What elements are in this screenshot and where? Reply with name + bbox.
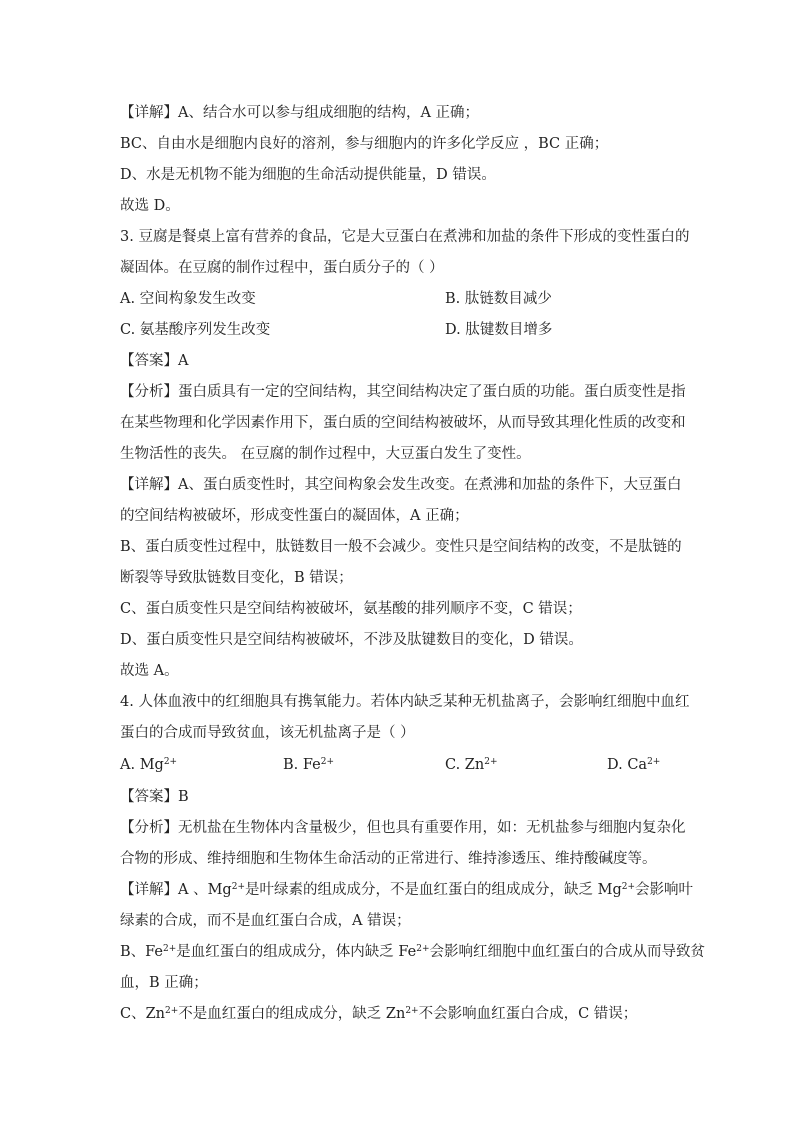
detail-line: B、$Fe^{2+}$是血红蛋白的组成成分，体内缺乏 $Fe^{2+}$会影响红细胞中血红蛋白的合成从而导致贫 — [120, 944, 706, 960]
q3-option-d: D. 肽键数目增多 — [445, 322, 553, 338]
text-line: 【详解】A、结合水可以参与组成细胞的结构，A 正确； — [120, 105, 480, 121]
detail-line: D、蛋白质变性只是空间结构被破坏，不涉及肽键数目的变化，D 错误。 — [120, 632, 583, 648]
detail-line: 断裂等导致肽链数目变化，B 错误； — [120, 570, 353, 586]
conclusion-line: 故选 A。 — [120, 663, 179, 679]
answer-line: 【答案】B — [120, 789, 189, 805]
detail-line: 【详解】A、蛋白质变性时，其空间构象会发生改变。在煮沸和加盐的条件下，大豆蛋白 — [120, 477, 682, 493]
detail-line: B、蛋白质变性过程中，肽链数目一般不会减少。变性只是空间结构的改变，不是肽链的 — [120, 539, 682, 555]
detail-line: C、$Zn^{2+}$不是血红蛋白的组成成分，缺乏 $Zn^{2+}$不会影响血红蛋白合成，C 错误； — [120, 1006, 638, 1022]
question-3-stem: 3. 豆腐是餐桌上富有营养的食品，它是大豆蛋白在煮沸和加盐的条件下形成的变性蛋白的 — [120, 229, 690, 245]
q3-option-b: B. 肽链数目减少 — [445, 291, 552, 307]
detail-line: 【详解】A 、$Mg^{2+}$是叶绿素的组成成分，不是血红蛋白的组成成分，缺乏 $Mg^{2+}$会影响叶 — [120, 882, 694, 898]
q3-option-c: C. 氨基酸序列发生改变 — [120, 322, 271, 338]
q4-option-d: D. $Ca^{2+}$ — [607, 757, 661, 773]
analysis-line: 在某些物理和化学因素作用下，蛋白质的空间结构被破坏，从而导致其理化性质的改变和 — [120, 415, 686, 431]
answer-line: 【答案】A — [120, 353, 189, 369]
q3-option-a: A. 空间构象发生改变 — [120, 291, 256, 307]
q4-option-a: A. $Mg^{2+}$ — [120, 757, 178, 773]
question-4-stem: 蛋白的合成而导致贫血，该无机盐离子是（ ） — [120, 725, 415, 741]
analysis-line: 合物的形成、维持细胞和生物体生命活动的正常进行、维持渗透压、维持酸碱度等。 — [120, 851, 657, 867]
detail-line: 血，B 正确； — [120, 975, 208, 991]
question-3-stem: 凝固体。在豆腐的制作过程中，蛋白质分子的（ ） — [120, 260, 444, 276]
analysis-line: 生物活性的丧失。 在豆腐的制作过程中，大豆蛋白发生了变性。 — [120, 446, 531, 462]
question-4-stem: 4. 人体血液中的红细胞具有携氧能力。若体内缺乏某种无机盐离子，会影响红细胞中血红 — [120, 694, 690, 710]
text-line: D、水是无机物不能为细胞的生命活动提供能量，D 错误。 — [120, 167, 496, 183]
detail-line: 绿素的合成，而不是血红蛋白合成，A 错误； — [120, 913, 411, 929]
analysis-line: 【分析】无机盐在生物体内含量极少，但也具有重要作用，如：无机盐参与细胞内复杂化 — [120, 820, 686, 836]
analysis-line: 【分析】蛋白质具有一定的空间结构，其空间结构决定了蛋白质的功能。蛋白质变性是指 — [120, 384, 686, 400]
q4-option-c: C. $Zn^{2+}$ — [445, 757, 498, 773]
detail-line: C、蛋白质变性只是空间结构被破坏，氨基酸的排列顺序不变，C 错误； — [120, 601, 582, 617]
q4-option-b: B. $Fe^{2+}$ — [283, 757, 335, 773]
detail-line: 的空间结构被破坏，形成变性蛋白的凝固体，A 正确； — [120, 508, 469, 524]
text-line: 故选 D。 — [120, 198, 180, 214]
text-line: BC、自由水是细胞内良好的溶剂，参与细胞内的许多化学反应 ，BC 正确； — [120, 136, 609, 152]
